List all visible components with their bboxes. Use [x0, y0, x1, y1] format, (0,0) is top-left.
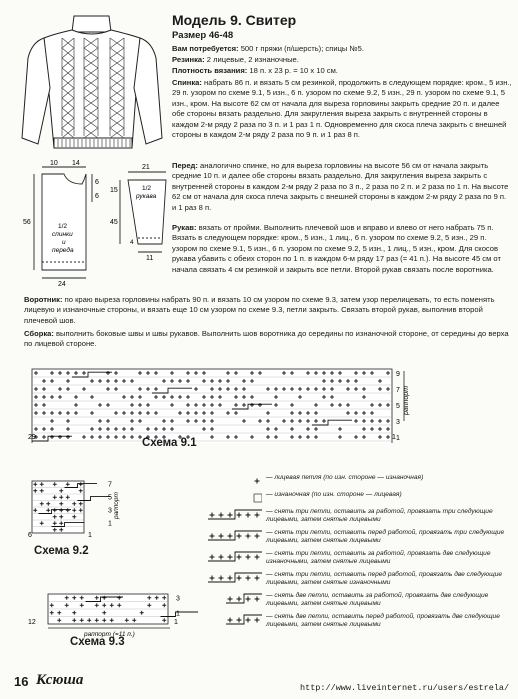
rib-line: Резинка: 2 лицевые, 2 изнаночные. [172, 55, 299, 64]
dim-top-left: 10 [50, 160, 58, 167]
legend-item [190, 592, 512, 610]
legend-text: — лицевая петля (по изн. стороне — изнаночная) [266, 474, 424, 481]
row-number: 7 [108, 481, 112, 489]
legend-symbol-icon [190, 474, 262, 488]
sleeve-dim-top: 21 [142, 164, 150, 171]
dim-height: 56 [23, 219, 31, 226]
legend-item [190, 474, 512, 488]
row-number: 1 [396, 435, 400, 442]
s3-left-num: 12 [28, 619, 36, 626]
scheme-9-3-label: Схема 9.3 [70, 636, 125, 648]
row-number: 5 [396, 403, 400, 410]
row-number: 9 [396, 371, 400, 378]
legend-symbol-icon [190, 550, 262, 564]
s1-right-num: 1 [392, 434, 396, 441]
legend-text: — снять три петли, оставить за работой, провязать две следующие изнаночными, затем снятые лицевыми [266, 550, 491, 566]
legend-item [190, 529, 512, 547]
dim-top-right: 14 [72, 160, 80, 167]
legend-symbol-icon [190, 491, 262, 505]
row-number: 3 [176, 595, 180, 603]
s2-left-num: 6 [28, 532, 32, 537]
label-3: и [62, 239, 66, 246]
legend [190, 474, 512, 634]
s3-rapport: раппорт (=11 п.) [84, 631, 135, 638]
label-2: спинки [52, 231, 73, 238]
sleeve-label-2: рукава [136, 193, 157, 200]
s2-right-num: 1 [88, 532, 92, 537]
legend-text: — снять три петли, оставить перед работой, провязать две следующие лицевыми, затем снятые изнаночными [266, 571, 503, 587]
sleeve-schematic [108, 158, 174, 263]
row-number: 7 [396, 387, 400, 394]
sleeve-label-1: 1/2 [142, 185, 152, 192]
page-title: Модель 9. Свитер [172, 12, 297, 28]
sweater-illustration [14, 8, 169, 158]
legend-item [190, 508, 512, 526]
label-4: переда [52, 247, 74, 254]
brand-logo: Ксюша [36, 672, 84, 688]
scheme-9-1-chart [24, 363, 416, 443]
scheme-9-3-chart [24, 588, 204, 638]
label-1: 1/2 [58, 223, 68, 230]
row-number: 1 [108, 520, 112, 528]
legend-text: — снять две петли, оставить перед работой, провязать две следующие лицевыми, затем снятые лицевыми [266, 613, 500, 629]
legend-item [190, 613, 512, 631]
front-paragraph: Перед: аналогично спинке, но для выреза горловины на высоте 56 см от начала закрыть средние 10 п. и далее обе стороны вязать раздельно. Для закругления выреза закрыть с внутренней стороны в каждом 2-м ряду 2 раза по 3 п., 2 раза по 2 п. и 2 раза по 1 п. На высоте 62 см от начала для скоса плеча закрыть с внешней стороны в каждом 2-м ряду 2 раза по 9 п. и 1 раз 8 п. [172, 161, 509, 212]
gauge-line: Плотность вязания: 18 п. х 23 р. = 10 х 10 см. [172, 66, 338, 75]
legend-text: — снять три петли, оставить перед работой, провязать три следующие лицевыми, затем снятые лицевыми [266, 529, 505, 545]
page-number: 16 [14, 674, 29, 689]
scheme-9-1-label: Схема 9.1 [142, 437, 197, 449]
dim-side-a: 6 [95, 179, 99, 186]
sleeve-dim-width: 11 [146, 255, 154, 262]
row-number: 5 [108, 494, 112, 502]
legend-symbol-icon [190, 592, 262, 606]
body-schematic [22, 158, 112, 288]
legend-symbol-icon [190, 613, 262, 627]
legend-symbol-icon [190, 529, 262, 543]
legend-symbol-icon [190, 508, 262, 522]
legend-symbol-icon [190, 571, 262, 585]
legend-text: — снять две петли, оставить за работой, провязать две следующие лицевыми, затем снятые лицевыми [266, 592, 489, 608]
dim-width: 24 [58, 281, 66, 288]
sleeve-dim-rib: 4 [130, 239, 134, 246]
collar-paragraph: Воротник: по краю выреза горловины набрать 90 п. и вязать 10 см узором по схеме 9.3, затем узор перелицевать, то есть поменять лицевую и изнаночные стороны, и вязать еще 10 см узором по схеме 9.3, петли закрыть. Связать второй рукав, выполнив второй плечевой шов. [24, 295, 495, 325]
assembly-paragraph: Сборка: выполнить боковые швы и швы рукавов. Выполнить шов воротника до середины по изнаночной стороне, от середины до верха по лицевой стороне. [24, 329, 509, 349]
source-url: http://www.liveinternet.ru/users/estrela/ [300, 683, 510, 693]
s1-rapport: раппорт [403, 385, 410, 415]
row-number: 3 [396, 419, 400, 426]
row-number: 3 [108, 507, 112, 515]
legend-text: — изнаночная (по изн. стороне — лицевая) [266, 491, 402, 498]
legend-item [190, 550, 512, 568]
scheme-9-2-label: Схема 9.2 [34, 545, 89, 557]
scheme-9-2-chart [24, 477, 124, 537]
row-number: 1 [176, 610, 180, 618]
legend-text: — снять три петли, оставить за работой, провязать три следующие лицевыми, затем снятые лицевыми [266, 508, 493, 524]
sleeve-dim-side: 15 [110, 187, 118, 194]
dim-side-b: 6 [95, 193, 99, 200]
legend-item [190, 571, 512, 589]
s2-rapport: раппорт [113, 492, 120, 519]
back-paragraph: Спинка: набрать 86 п. и вязать 5 см резинкой, продолжить в следующем порядке: кром., 5 изн., 29 п. узором по схеме 9.1, 5 изн., 6 п. узором по схеме 9.2, 5 изн., 29 п. узором по схеме 9.1, 5 изн., кром. На высоте 62 см от начала для выреза горловины закрыть средние 20 п. и далее обе стороны вязать раздельно. Для закругления выреза закрыть с внутренней стороны в каждом 2-м ряду 2 раза по 3 п. и 1 раз 1 п. Одновременно для скоса плеча закрыть с внешней стороны в каждом 2-м ряду 2 раза по 9 п. и 1 раз 8 п. [172, 78, 512, 140]
s3-right-num: 1 [174, 619, 178, 626]
legend-item [190, 491, 512, 505]
s1-left-num: 29 [28, 434, 36, 441]
materials-line: Вам потребуется: 500 г пряжи (п/шерсть); спицы №5. [172, 44, 364, 53]
sleeve-paragraph: Рукав: вязать от пройми. Выполнить плечевой шов и вправо и влево от него набрать 75 п. Вязать в следующем порядке: кром., 5 изн., 1 лиц., 6 п. узором по схеме 9.2, 5 изн., 29 п. узором по схеме 9.1, 5 изн., 6 п. узором по схеме 9.2, 5 изн., 1 лиц., 5 изн., кром. Для скосов рукава убавить с обеих сторон по 1 п. в каждом 6-м ряду 17 раз (= 41 п.). На высоте 45 см от начала связать 4 см резинкой и закрыть все петли. Второй рукав связать после воротника. [172, 223, 501, 274]
sleeve-dim-height: 45 [110, 219, 118, 226]
size-line: Размер 46-48 [172, 30, 234, 41]
